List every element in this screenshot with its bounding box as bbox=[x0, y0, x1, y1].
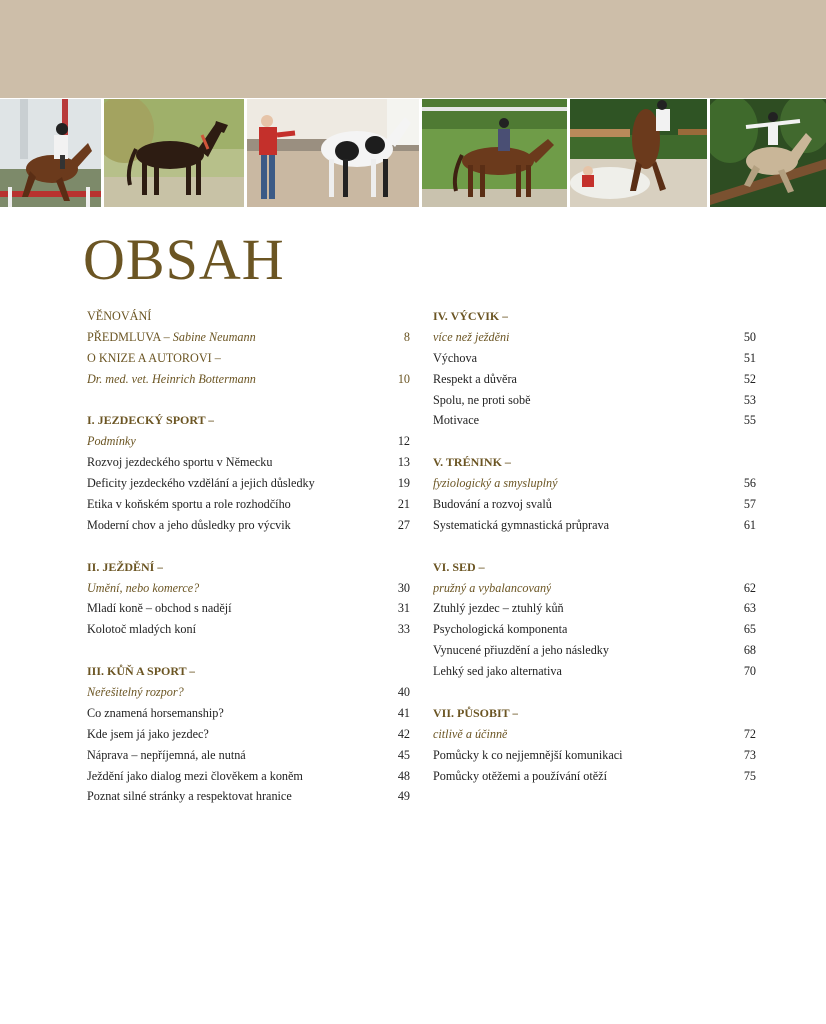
toc-entry bbox=[433, 619, 756, 640]
toc-entry-page: 70 bbox=[743, 664, 756, 679]
toc-entry bbox=[433, 348, 756, 369]
toc-entry-page: 45 bbox=[397, 747, 410, 762]
toc-entry-text: Mladí koně – obchod s nadějí bbox=[87, 601, 232, 616]
toc-entry-text: Motivace bbox=[433, 413, 480, 428]
toc-entry-page: 13 bbox=[397, 455, 410, 470]
toc-entry-text: Lehký sed jako alternativa bbox=[433, 664, 562, 679]
toc-entry-text: IV. VÝCVIK – bbox=[433, 309, 509, 323]
toc-right-column bbox=[433, 306, 756, 786]
toc-entry bbox=[433, 598, 756, 619]
toc-entry-page: 12 bbox=[397, 434, 410, 449]
toc-entry-text: O KNIZE A AUTOROVI – bbox=[87, 350, 221, 365]
toc-entry bbox=[87, 703, 410, 724]
toc-front-entry bbox=[87, 369, 410, 390]
toc-entry bbox=[433, 661, 756, 682]
page-title: OBSAH bbox=[83, 227, 285, 292]
toc-entry bbox=[433, 369, 756, 390]
toc-entry-text: citlivě a účinně bbox=[433, 726, 508, 741]
toc-entry-text: I. JEZDECKÝ SPORT – bbox=[87, 413, 215, 428]
toc-entry-text: Moderní chov a jeho důsledky pro výcvik bbox=[87, 517, 291, 532]
toc-entry-text: Neřešitelný rozpor? bbox=[87, 685, 184, 700]
toc-front-entry bbox=[87, 348, 410, 369]
toc-entry-page: 21 bbox=[397, 497, 410, 512]
toc-section-heading bbox=[433, 452, 756, 473]
toc-entry-page: 10 bbox=[397, 371, 410, 386]
toc-entry-text: Kde jsem já jako jezdec? bbox=[87, 726, 209, 741]
toc-section-subtitle bbox=[433, 578, 756, 599]
toc-entry bbox=[433, 515, 756, 536]
photo-cross-country bbox=[710, 99, 826, 207]
toc-entry bbox=[87, 452, 410, 473]
toc-spacer bbox=[433, 682, 756, 703]
toc-entry-page: 56 bbox=[743, 476, 756, 491]
toc-entry bbox=[87, 724, 410, 745]
toc-entry bbox=[433, 745, 756, 766]
toc-entry-text: Systematická gymnastická průprava bbox=[433, 517, 609, 532]
toc-section-subtitle bbox=[433, 724, 756, 745]
toc-entry-page: 49 bbox=[397, 789, 410, 804]
toc-entry-text: Pomůcky otěžemi a používání otěží bbox=[433, 768, 607, 783]
photo-water-crossing bbox=[570, 99, 707, 207]
toc-entry-text: Výchova bbox=[433, 350, 477, 365]
top-color-band bbox=[0, 0, 826, 98]
toc-entry-page: 65 bbox=[743, 622, 756, 637]
toc-entry-text: III. KŮŇ A SPORT – bbox=[87, 664, 196, 679]
toc-entry-page: 40 bbox=[397, 685, 410, 700]
toc-entry-text: PŘEDMLUVA – Sabine Neumann bbox=[87, 329, 256, 344]
toc-spacer bbox=[87, 536, 410, 557]
toc-entry-text: V. TRÉNINK – bbox=[433, 455, 511, 470]
toc-section-heading bbox=[87, 661, 410, 682]
toc-entry-page: 30 bbox=[397, 580, 410, 595]
toc-spacer bbox=[433, 431, 756, 452]
toc-entry-page: 73 bbox=[743, 747, 756, 762]
photo-horse-standing bbox=[104, 99, 244, 207]
toc-section-subtitle bbox=[87, 431, 410, 452]
toc-entry-text bbox=[87, 369, 256, 390]
toc-entry-page: 33 bbox=[397, 622, 410, 637]
toc-entry-text: Kolotoč mladých koní bbox=[87, 622, 196, 637]
toc-entry-page: 50 bbox=[743, 329, 756, 344]
toc-spacer bbox=[87, 640, 410, 661]
toc-entry bbox=[87, 745, 410, 766]
toc-entry-text: pružný a vybalancovaný bbox=[433, 580, 552, 595]
toc-section-subtitle bbox=[87, 578, 410, 599]
toc-entry-page: 53 bbox=[743, 392, 756, 407]
toc-entry bbox=[87, 473, 410, 494]
toc-section-heading bbox=[433, 703, 756, 724]
toc-section-heading bbox=[87, 557, 410, 578]
toc-entry-page: 62 bbox=[743, 580, 756, 595]
toc-entry-page: 55 bbox=[743, 413, 756, 428]
toc-entry-text: VII. PŮSOBIT – bbox=[433, 705, 519, 720]
toc-entry-text: VĚNOVÁNÍ bbox=[87, 309, 152, 323]
toc-entry-text: Pomůcky k co nejjemnější komunikaci bbox=[433, 747, 623, 762]
toc-entry-text: Spolu, ne proti sobě bbox=[433, 392, 531, 407]
toc-entry-text: Ztuhlý jezdec – ztuhlý kůň bbox=[433, 601, 564, 616]
toc-entry-page: 41 bbox=[397, 705, 410, 720]
toc-entry-page: 68 bbox=[743, 643, 756, 658]
toc-entry-text: Náprava – nepříjemná, ale nutná bbox=[87, 747, 246, 762]
toc-entry-text: II. JEŽDĚNÍ – bbox=[87, 559, 164, 574]
toc-entry-page: 57 bbox=[743, 497, 756, 512]
toc-entry-page: 48 bbox=[397, 768, 410, 783]
toc-entry-text: Umění, nebo komerce? bbox=[87, 580, 200, 595]
toc-spacer bbox=[433, 536, 756, 557]
toc-entry-page: 51 bbox=[743, 350, 756, 365]
toc-entry-author: Dr. med. vet. Heinrich Bottermann bbox=[87, 371, 256, 386]
toc-section-heading bbox=[87, 410, 410, 431]
toc-entry-author: Sabine Neumann bbox=[172, 329, 256, 344]
toc-entry-page: 42 bbox=[397, 726, 410, 741]
toc-entry-page: 52 bbox=[743, 371, 756, 386]
toc-entry bbox=[87, 786, 410, 807]
toc-entry-text: více než ježdění bbox=[433, 329, 510, 344]
toc-entry bbox=[87, 515, 410, 536]
toc-front-entry bbox=[87, 327, 410, 348]
toc-section-heading bbox=[433, 306, 756, 327]
toc-entry-text: Podmínky bbox=[87, 434, 136, 449]
toc-entry-text: Co znamená horsemanship? bbox=[87, 705, 224, 720]
toc-entry bbox=[87, 619, 410, 640]
toc-entry bbox=[433, 390, 756, 411]
toc-entry bbox=[433, 410, 756, 431]
toc-entry-text: Deficity jezdeckého vzdělání a jejich důsledky bbox=[87, 476, 315, 491]
toc-entry-page: 72 bbox=[743, 726, 756, 741]
toc-entry-text: VI. SED – bbox=[433, 559, 485, 574]
photo-riding-meadow bbox=[422, 99, 567, 207]
toc-entry bbox=[433, 766, 756, 787]
toc-entry bbox=[433, 640, 756, 661]
toc-entry-page: 75 bbox=[743, 768, 756, 783]
toc-entry-page: 31 bbox=[397, 601, 410, 616]
toc-entry-text: Rozvoj jezdeckého sportu v Německu bbox=[87, 455, 273, 470]
photo-groundwork bbox=[247, 99, 419, 207]
toc-entry-page: 8 bbox=[403, 329, 410, 344]
toc-entry-text: Respekt a důvěra bbox=[433, 371, 517, 386]
toc-front-entry bbox=[87, 306, 410, 327]
toc-entry bbox=[433, 494, 756, 515]
photo-show-jumping bbox=[0, 99, 101, 207]
toc-entry bbox=[87, 494, 410, 515]
toc-entry-text: Ježdění jako dialog mezi člověkem a koněm bbox=[87, 768, 303, 783]
toc-entry-text: Psychologická komponenta bbox=[433, 622, 568, 637]
toc-entry-text: Vynucené přiuzdění a jeho následky bbox=[433, 643, 609, 658]
toc-section-subtitle bbox=[433, 327, 756, 348]
toc-entry-text: fyziologický a smysluplný bbox=[433, 476, 558, 491]
toc-section-subtitle bbox=[87, 682, 410, 703]
toc-entry-page: 63 bbox=[743, 601, 756, 616]
toc-entry-page: 61 bbox=[743, 517, 756, 532]
toc-entry-text: Etika v koňském sportu a role rozhodčího bbox=[87, 497, 291, 512]
toc-entry-text: Budování a rozvoj svalů bbox=[433, 497, 552, 512]
toc-entry-page: 27 bbox=[397, 517, 410, 532]
photo-strip bbox=[0, 99, 826, 207]
toc-section-heading bbox=[433, 557, 756, 578]
toc-entry bbox=[87, 766, 410, 787]
toc-spacer bbox=[87, 390, 410, 411]
toc-entry bbox=[87, 598, 410, 619]
toc-section-subtitle bbox=[433, 473, 756, 494]
toc-entry-page: 19 bbox=[397, 476, 410, 491]
toc-left-column bbox=[87, 306, 410, 807]
toc-entry-text: Poznat silné stránky a respektovat hranice bbox=[87, 789, 292, 804]
